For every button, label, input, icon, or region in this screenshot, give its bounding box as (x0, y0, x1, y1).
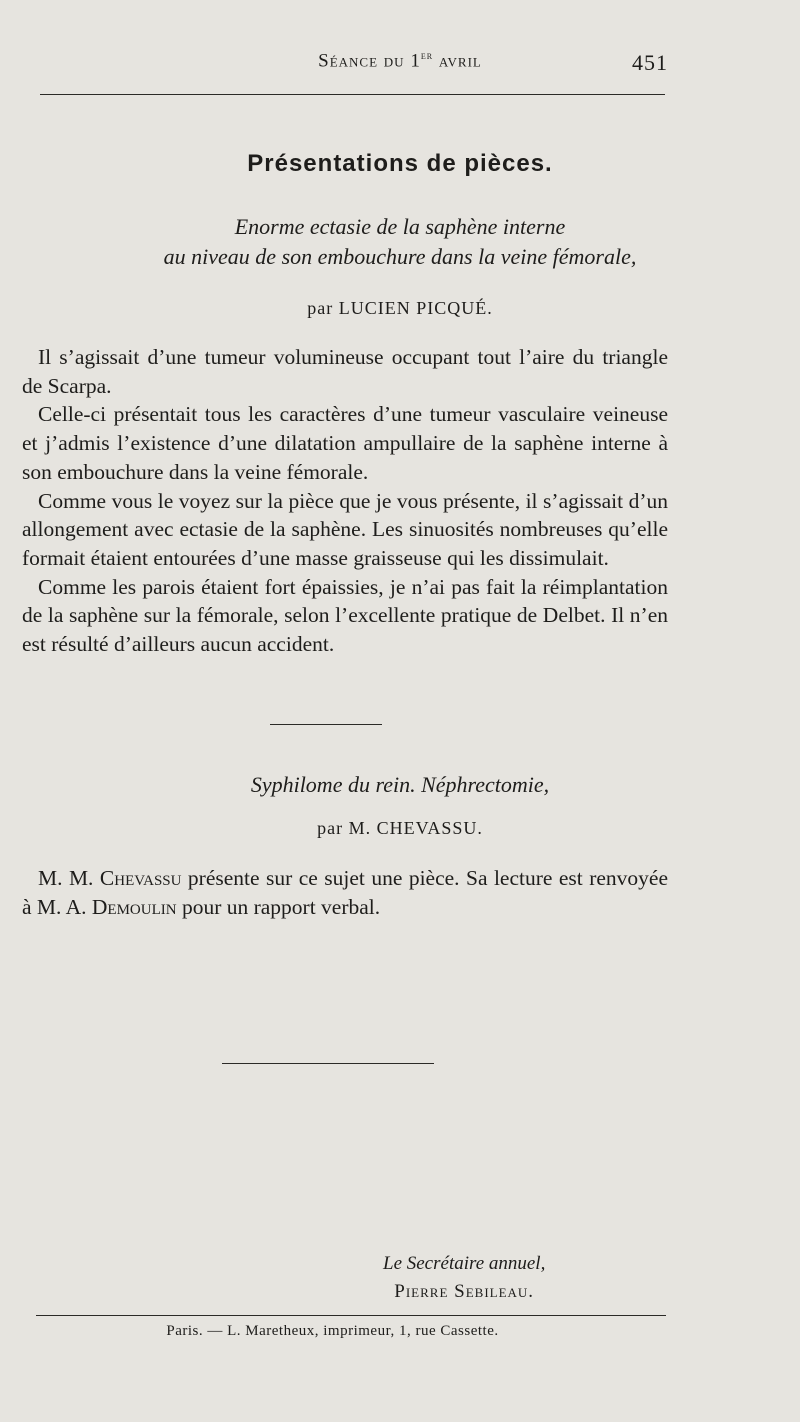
paragraph-text: pour un rapport verbal. (176, 894, 381, 919)
signature-block (383, 1250, 545, 1306)
running-head-text: Séance du 1 (318, 50, 421, 72)
article-title: Syphilome du rein. Néphrectomie, (250, 772, 550, 797)
article-byline: par LUCIEN PICQUÉ. (307, 298, 493, 318)
printer-imprint: Paris. — L. Maretheux, imprimeur, 1, rue Cassette. (166, 1323, 499, 1339)
article-byline: par M. CHEVASSU. (317, 818, 483, 838)
article-title (0, 212, 800, 272)
paragraph: Comme les parois étaient fort épaissies, je n’ai pas fait la réimplantation de la saphène sur la fémorale, selon l’excellente pratique de Delbet. Il n’en est résulté d’ailleurs aucun accident. (22, 574, 668, 657)
header-rule (40, 94, 665, 95)
running-head-superscript: er (420, 50, 434, 62)
paragraph: Comme vous le voyez sur la pièce que je vous présente, il s’agissait d’un allongement avec ectasie de la saphène. Les sinuosités nombreuses qu’elle formait étaient entourées d’une masse graisseuse qui les dissimulait. (22, 488, 668, 570)
article-title-line-1: Enorme ectasie de la saphène interne (234, 214, 566, 239)
signature-role: Le Secrétaire annuel, (383, 1253, 546, 1274)
running-head-end: avril (433, 50, 482, 72)
paragraph: Celle-ci présentait tous les caractères d’une tumeur vasculaire veineuse et j’admis l’existence d’une dilatation ampullaire de la saphène interne à son embouchure dans la veine fémorale. (22, 402, 668, 484)
article-title-line-2: au niveau de son embouchure dans la veine fémorale, (163, 244, 637, 269)
paragraph (22, 864, 668, 921)
article-body (22, 864, 668, 921)
article-body (22, 343, 668, 659)
person-name: Chevassu (99, 866, 182, 890)
page-header (0, 50, 800, 80)
running-head (0, 50, 800, 72)
footer-rule (36, 1315, 666, 1316)
paragraph: Il s’agissait d’une tumeur volumineuse occupant tout l’aire du triangle de Scarpa. (22, 345, 668, 398)
person-name: Demoulin (91, 894, 177, 919)
signature-name: Pierre Sebileau. (394, 1281, 535, 1302)
section-title: Présentations de pièces. (247, 150, 553, 177)
page-number: 451 (632, 50, 668, 75)
paragraph-text: présente sur ce sujet une pièce. Sa lecture est renvoyée à M. A. (22, 866, 668, 919)
paragraph-text: M. M. (38, 866, 100, 890)
separator-rule (270, 724, 382, 725)
separator-rule (222, 1063, 434, 1064)
